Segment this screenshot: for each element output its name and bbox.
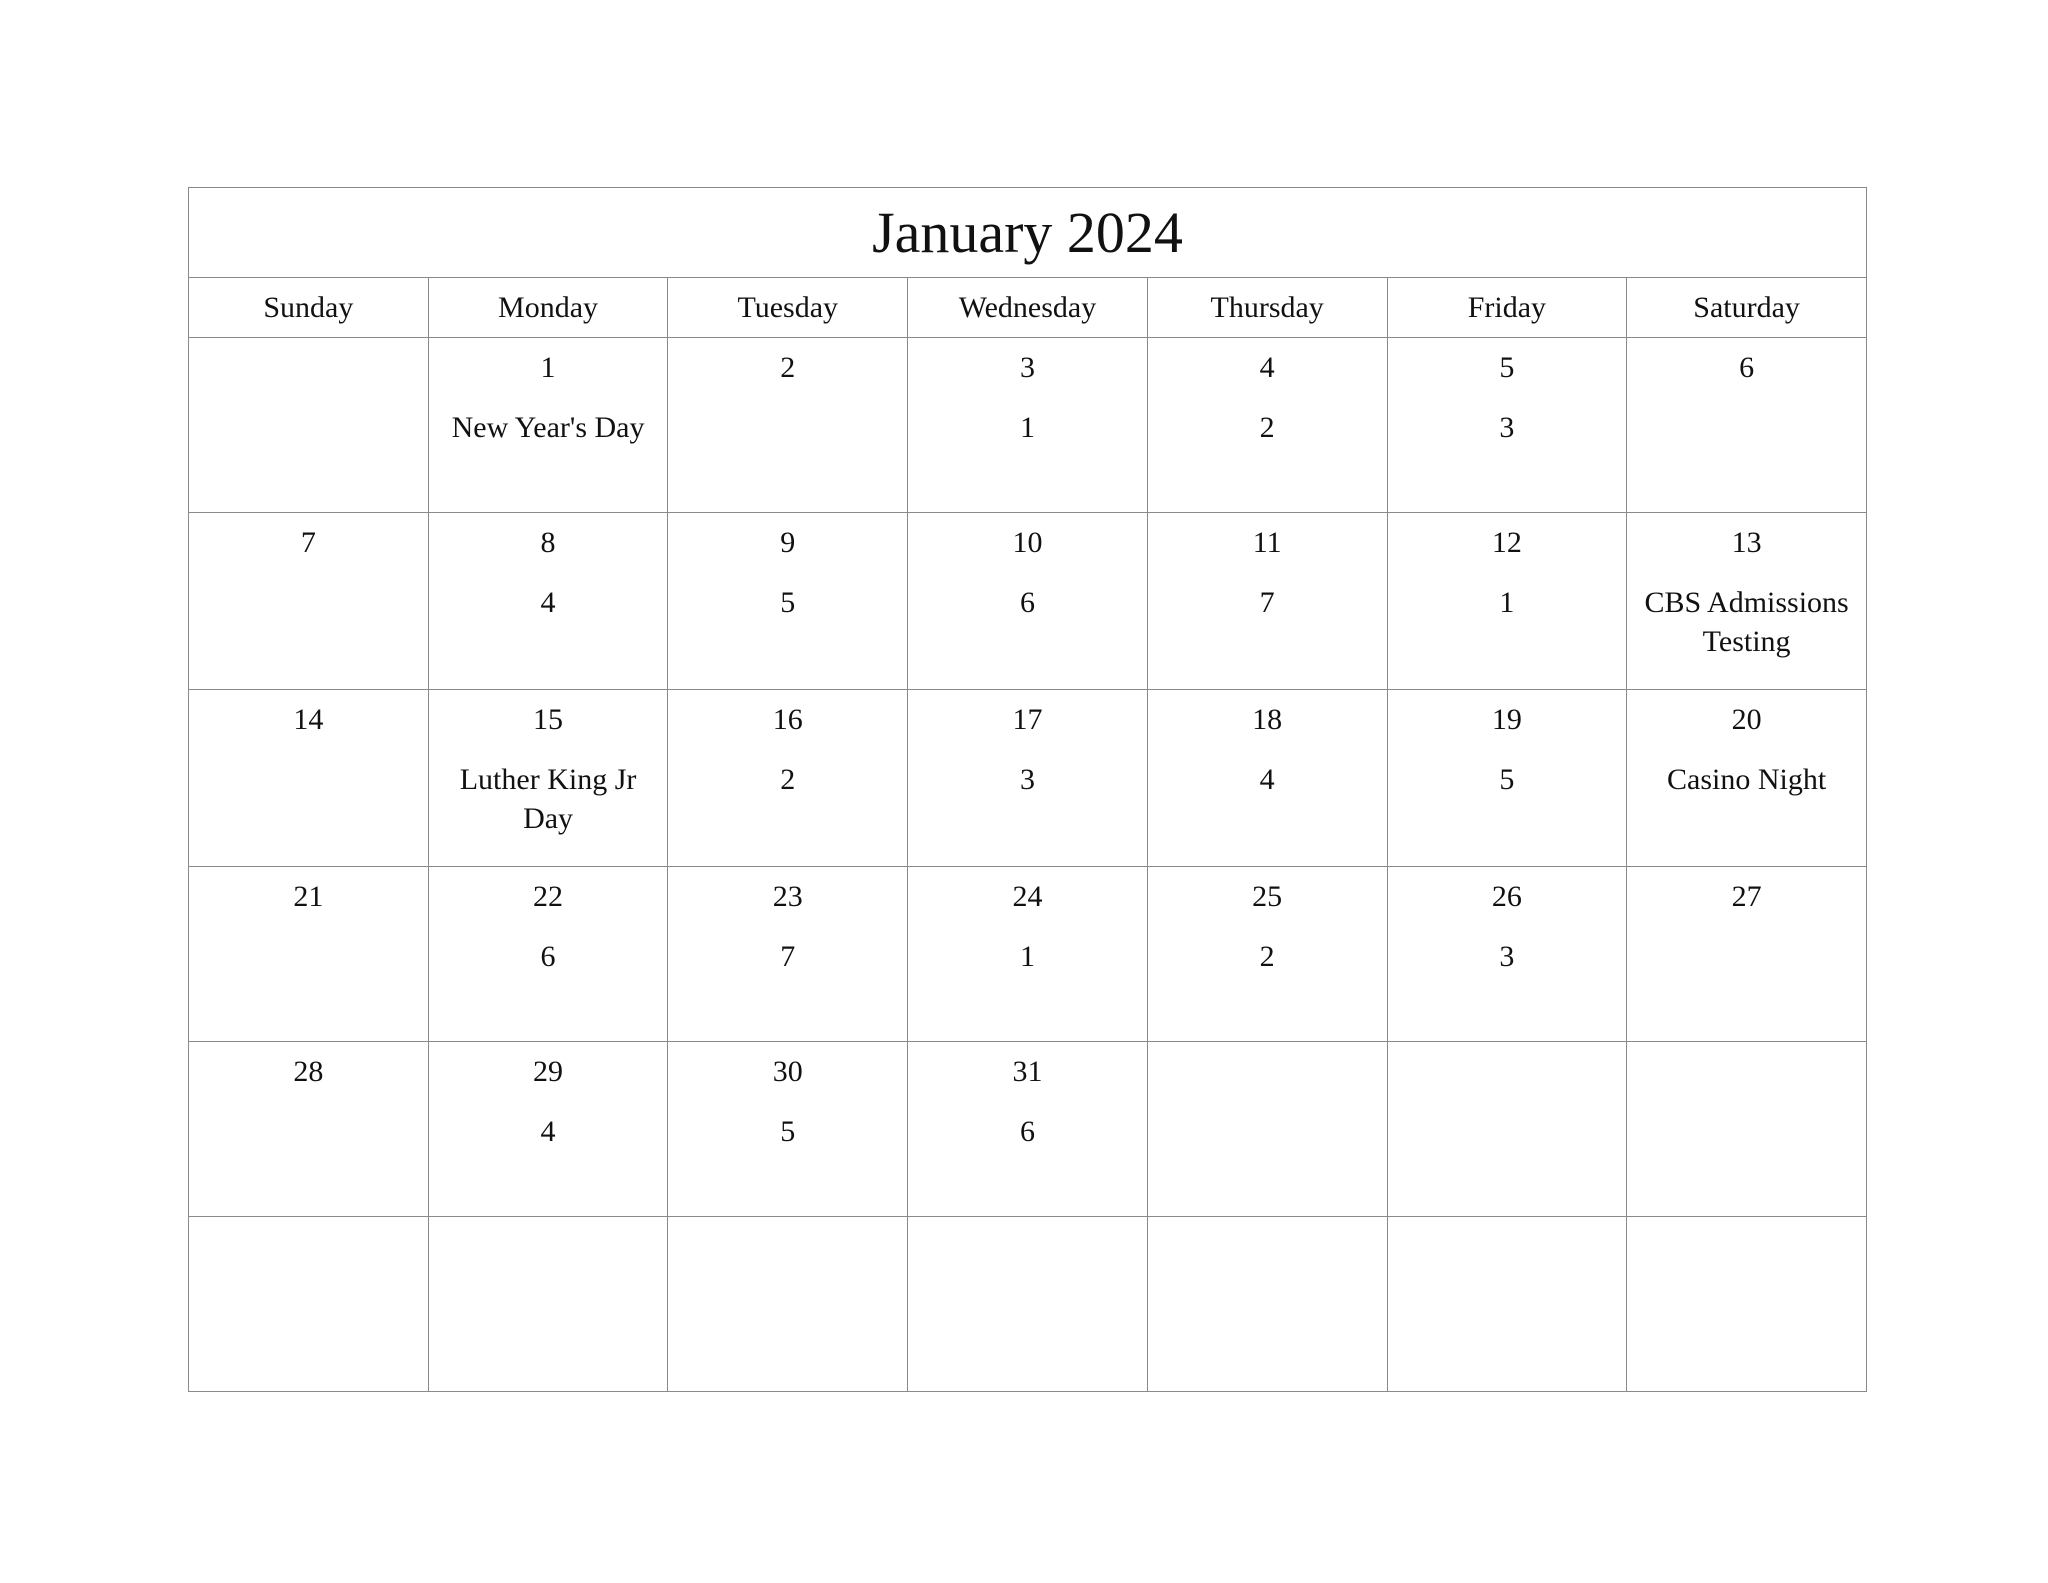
day-number <box>908 1217 1147 1229</box>
day-event: 5 <box>780 1115 796 1148</box>
calendar-title: January 2024 <box>189 188 1867 278</box>
day-event: 7 <box>1259 586 1275 619</box>
day-number: 13 <box>1731 526 1762 559</box>
day-cell <box>908 1042 1148 1217</box>
day-event: 3 <box>1019 763 1035 796</box>
weekday-wednesday: Wednesday <box>908 278 1148 338</box>
day-event: 6 <box>1019 1115 1035 1148</box>
day-number <box>668 1217 907 1229</box>
day-cell <box>1387 690 1627 867</box>
day-cell <box>1387 867 1627 1042</box>
day-number: 12 <box>1491 526 1522 559</box>
day-event: 4 <box>1259 763 1275 796</box>
weekday-sunday: Sunday <box>189 278 429 338</box>
day-number: 31 <box>1012 1055 1043 1088</box>
day-event: 1 <box>1019 940 1035 973</box>
day-number: 30 <box>772 1055 803 1088</box>
day-cell <box>1627 338 1867 513</box>
day-cell <box>428 867 668 1042</box>
day-cell <box>668 1217 908 1392</box>
day-cell <box>1387 1042 1627 1217</box>
day-cell <box>189 513 429 690</box>
week-row <box>189 867 1867 1042</box>
day-cell <box>1387 513 1627 690</box>
day-number: 29 <box>533 1055 564 1088</box>
day-number <box>1388 1042 1627 1054</box>
day-cell <box>428 338 668 513</box>
day-cell <box>668 867 908 1042</box>
day-number: 1 <box>540 351 556 384</box>
day-cell <box>908 690 1148 867</box>
day-number: 2 <box>780 351 796 384</box>
day-number: 28 <box>293 1055 324 1088</box>
day-number: 27 <box>1731 880 1762 913</box>
day-number: 4 <box>1259 351 1275 384</box>
day-number <box>1627 1042 1866 1054</box>
day-number: 7 <box>300 526 316 559</box>
week-row <box>189 338 1867 513</box>
day-number <box>189 338 428 350</box>
day-event: Luther King Jr Day <box>459 763 637 835</box>
day-cell <box>668 1042 908 1217</box>
day-number: 21 <box>293 880 324 913</box>
week-row <box>189 513 1867 690</box>
day-event: 7 <box>780 940 796 973</box>
day-cell <box>668 690 908 867</box>
day-number <box>429 1217 668 1229</box>
day-number <box>1388 1217 1627 1229</box>
day-cell <box>1147 513 1387 690</box>
day-event: 3 <box>1499 411 1515 444</box>
weekday-tuesday: Tuesday <box>668 278 908 338</box>
day-number: 8 <box>540 526 556 559</box>
day-cell <box>189 1217 429 1392</box>
day-cell <box>1147 1217 1387 1392</box>
weekday-header-row <box>189 278 1867 338</box>
day-number: 14 <box>293 703 324 736</box>
day-cell <box>1627 690 1867 867</box>
day-number: 15 <box>533 703 564 736</box>
day-cell <box>668 513 908 690</box>
day-cell <box>428 1217 668 1392</box>
day-number <box>189 1217 428 1229</box>
week-row <box>189 1042 1867 1217</box>
day-event: 1 <box>1019 411 1035 444</box>
day-event: 6 <box>540 940 556 973</box>
day-cell <box>1147 690 1387 867</box>
day-number: 3 <box>1019 351 1035 384</box>
day-number: 6 <box>1739 351 1755 384</box>
weekday-monday: Monday <box>428 278 668 338</box>
week-row <box>189 690 1867 867</box>
day-cell <box>908 1217 1148 1392</box>
day-number: 18 <box>1252 703 1283 736</box>
day-event: 4 <box>540 1115 556 1148</box>
day-number: 10 <box>1012 526 1043 559</box>
day-cell <box>908 867 1148 1042</box>
day-cell <box>428 1042 668 1217</box>
day-cell <box>428 690 668 867</box>
day-event: 2 <box>1259 940 1275 973</box>
calendar-weeks <box>189 338 1867 1392</box>
day-number: 9 <box>780 526 796 559</box>
day-event: 2 <box>780 763 796 796</box>
day-cell <box>428 513 668 690</box>
day-cell <box>668 338 908 513</box>
day-cell <box>1627 867 1867 1042</box>
day-cell <box>1627 1217 1867 1392</box>
weekday-saturday: Saturday <box>1627 278 1867 338</box>
day-number: 17 <box>1012 703 1043 736</box>
day-event: 3 <box>1499 940 1515 973</box>
week-row <box>189 1217 1867 1392</box>
day-cell <box>1627 1042 1867 1217</box>
day-cell <box>908 513 1148 690</box>
month-calendar <box>188 187 1867 1392</box>
day-number <box>1627 1217 1866 1229</box>
day-event: 6 <box>1019 586 1035 619</box>
day-cell <box>189 338 429 513</box>
day-event: 4 <box>540 586 556 619</box>
day-event: 2 <box>1259 411 1275 444</box>
day-number: 24 <box>1012 880 1043 913</box>
day-cell <box>1627 513 1867 690</box>
day-number: 16 <box>772 703 803 736</box>
day-cell <box>1387 1217 1627 1392</box>
day-event: CBS Admissions Testing <box>1644 586 1849 658</box>
day-number: 11 <box>1252 526 1282 559</box>
day-event: 5 <box>1499 763 1515 796</box>
day-cell <box>1387 338 1627 513</box>
day-event: New Year's Day <box>451 411 645 444</box>
day-cell <box>189 1042 429 1217</box>
weekday-friday: Friday <box>1387 278 1627 338</box>
day-cell <box>189 690 429 867</box>
day-number: 26 <box>1491 880 1522 913</box>
day-number: 25 <box>1252 880 1283 913</box>
day-event: 1 <box>1499 586 1515 619</box>
day-number: 22 <box>533 880 564 913</box>
day-number: 23 <box>772 880 803 913</box>
day-number <box>1148 1217 1387 1229</box>
day-number: 19 <box>1491 703 1522 736</box>
day-number: 5 <box>1499 351 1515 384</box>
day-number: 20 <box>1731 703 1762 736</box>
day-cell <box>189 867 429 1042</box>
day-event: Casino Night <box>1667 763 1827 796</box>
day-cell <box>1147 338 1387 513</box>
weekday-thursday: Thursday <box>1147 278 1387 338</box>
day-cell <box>1147 867 1387 1042</box>
day-event: 5 <box>780 586 796 619</box>
day-number <box>1148 1042 1387 1054</box>
day-cell <box>908 338 1148 513</box>
day-cell <box>1147 1042 1387 1217</box>
